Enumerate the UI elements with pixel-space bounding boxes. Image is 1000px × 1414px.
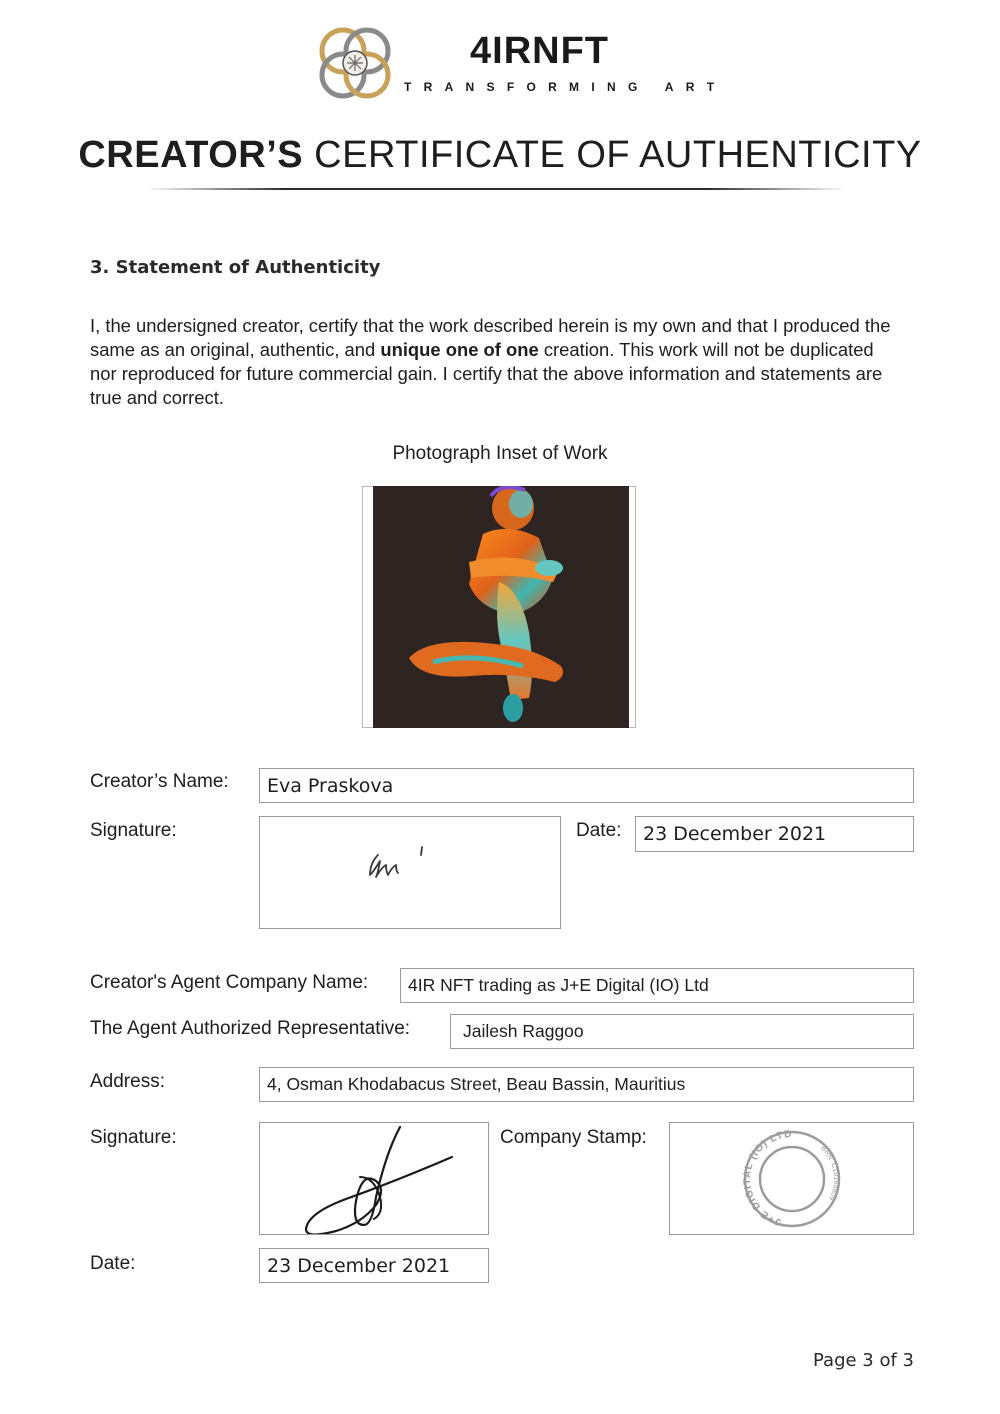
agent-address-label: Address: [90,1071,165,1092]
company-stamp-label: Company Stamp: [500,1127,647,1148]
agent-company-label: Creator's Agent Company Name: [90,972,369,993]
agent-address-field[interactable]: 4, Osman Khodabacus Street, Beau Bassin, Mauritius [259,1067,914,1102]
agent-representative-label: The Agent Authorized Representative: [90,1018,411,1039]
creator-signature-box[interactable] [259,816,561,929]
statement-text-2: creation. This work will not be duplicated nor reproduced for future commercial gain. I certify that the above information and statements are true and correct. [90,339,883,408]
agent-date-label: Date: [90,1253,136,1274]
creator-signature-label: Signature: [90,820,177,841]
certificate-title [0,134,1000,177]
creator-date-label: Date: [576,820,622,841]
title-divider [146,188,846,190]
agent-date-field[interactable]: 23 December 2021 [259,1248,489,1283]
agent-signature-image [260,1123,488,1234]
section-heading: 3. Statement of Authenticity [90,257,381,278]
creator-date-field[interactable]: 23 December 2021 [635,816,914,852]
certificate-title-bold: CREATOR’S [78,134,304,176]
photo-inset-caption: Photograph Inset of Work [392,443,608,464]
company-logo-mark [316,24,394,102]
agent-representative-field[interactable]: Jailesh Raggoo [450,1014,914,1049]
creator-name-label: Creator’s Name: [90,771,229,792]
company-stamp-box[interactable] [669,1122,914,1235]
stamp-company-text: J+E DIGITAL (IO) LTD [741,1128,793,1228]
agent-signature-box[interactable] [259,1122,489,1235]
statement-text-1: I, the undersigned creator, certify that the work described herein is my own and that I produced the same as an original, authentic, and [90,315,891,360]
agent-signature-label: Signature: [90,1127,177,1148]
svg-text:J+E DIGITAL (IO) LTD [742,1129,793,1228]
company-stamp-seal [670,1123,913,1234]
authenticity-statement [90,314,900,410]
stamp-brn-text: BRN: C19164809 [819,1144,840,1202]
page-number: Page 3 of 3 [813,1350,914,1371]
statement-text-bold: unique one of one [380,339,539,360]
brand-tagline: TRANSFORMING ART [404,80,727,94]
agent-company-field[interactable]: 4IR NFT trading as J+E Digital (IO) Ltd [400,968,914,1003]
brand-name: 4IRNFT [470,30,609,72]
certificate-title-rest: CERTIFICATE OF AUTHENTICITY [303,134,922,176]
creator-signature-image [260,817,560,928]
creator-name-field[interactable]: Eva Praskova [259,768,914,803]
artwork-photo [373,486,629,728]
